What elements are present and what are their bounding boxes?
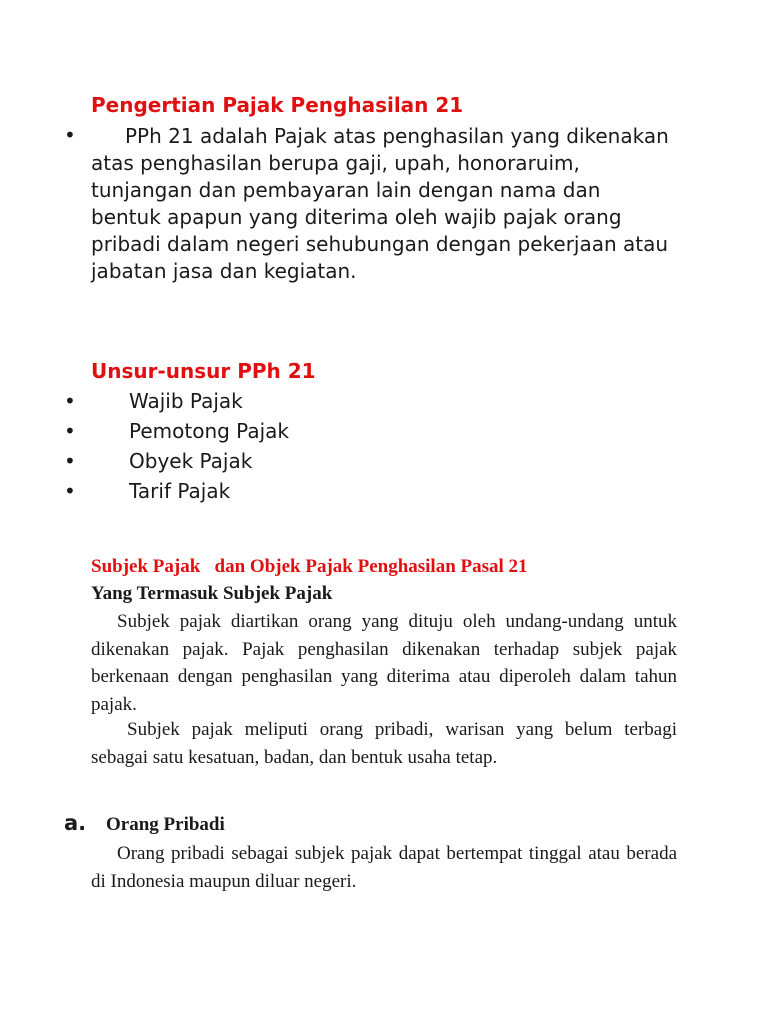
- section4-paragraph: Orang pribadi sebagai subjek pajak dapat bertempat tinggal atau berada di Indonesia maupun diluar negeri.: [91, 843, 677, 892]
- section4-heading: Orang Pribadi: [106, 814, 225, 835]
- list-item-label: Pemotong Pajak: [129, 419, 289, 443]
- section1-paragraph: [91, 123, 671, 285]
- bullet-marker: •: [64, 123, 76, 147]
- section1-paragraph-text: PPh 21 adalah Pajak atas penghasilan yang dikenakan atas penghasilan berupa gaji, upah, honoraruim, tunjangan dan pembayaran lain dengan nama dan bentuk apapun yang diterima oleh wajib pajak orang pribadi dalam negeri sehubungan dengan pekerjaan atau jabatan jasa dan kegiatan.: [91, 124, 669, 283]
- section2-heading: Unsur-unsur PPh 21: [91, 359, 316, 383]
- section1-heading: Pengertian Pajak Penghasilan 21: [91, 93, 464, 117]
- section3-paragraph2: Subjek pajak meliputi orang pribadi, warisan yang belum terbagi sebagai satu kesatuan, badan, dan bentuk usaha tetap.: [91, 719, 677, 768]
- bullet-marker: •: [64, 419, 76, 443]
- bullet-marker: •: [64, 479, 76, 503]
- bullet-marker: •: [64, 389, 76, 413]
- bullet-marker: •: [64, 449, 76, 473]
- list-item-label: Tarif Pajak: [129, 479, 231, 503]
- list-item-label: Obyek Pajak: [129, 449, 253, 473]
- section3-subheading: Yang Termasuk Subjek Pajak: [91, 583, 333, 604]
- section3-paragraph1: Subjek pajak diartikan orang yang dituju oleh undang-undang untuk dikenakan pajak. Pajak penghasilan dikenakan terhadap subjek pajak berkenaan dengan penghasilan yang diterima atau diperoleh dalam tahun pajak.: [91, 611, 677, 715]
- list-marker-a: a.: [64, 811, 87, 835]
- section3-heading: Subjek Pajak dan Objek Pajak Penghasilan Pasal 21: [91, 556, 528, 577]
- list-item-label: Wajib Pajak: [129, 389, 243, 413]
